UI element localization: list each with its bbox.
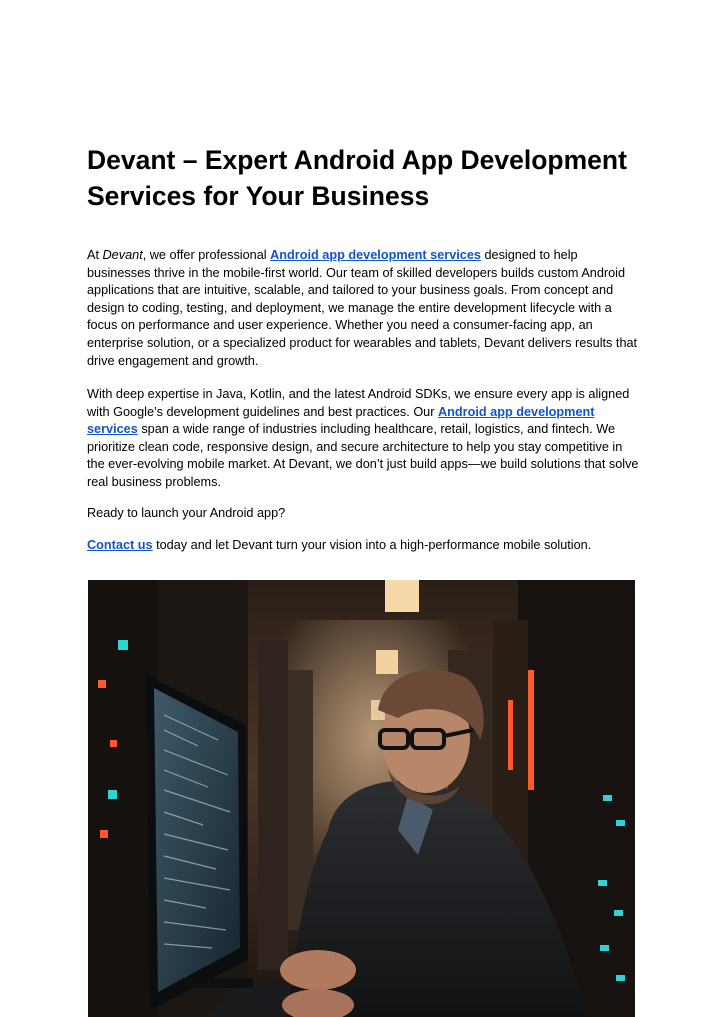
intro-text-after-link: designed to help businesses thrive in the mobile-first world. Our team of skilled developers builds custom Android applications that are intuitive, scalable, and tailored to your business goals. From concept and design to coding, testing, and deployment, we manage the entire development lifecycle with a focus on performance and user experience. Whether you need a consumer-facing app, an enterprise solution, or a specialized product for wearables and tablets, Devant delivers results that drive engagement and growth. xyxy=(87,248,638,368)
android-services-link[interactable]: Android app development services xyxy=(270,248,481,262)
intro-text-before-link: , we offer professional xyxy=(142,248,271,262)
android-services-link-2[interactable]: Android app development services xyxy=(87,404,595,437)
intro-lead: At xyxy=(87,248,103,262)
brand-name: Devant xyxy=(102,248,143,262)
expertise-text-before-link: With deep expertise in Java, Kotlin, and the latest Android SDKs, we ensure every app is aligned with Google’s development guidelines and best practices. Our xyxy=(87,387,630,419)
expertise-paragraph xyxy=(87,386,642,492)
cta-paragraph xyxy=(87,537,642,555)
page-title: Devant – Expert Android App Development Services for Your Business xyxy=(87,145,627,211)
cta-text: today and let Devant turn your vision into a high-performance mobile solution. xyxy=(152,538,592,552)
cta-question: Ready to launch your Android app? xyxy=(87,506,286,520)
developer-photo-illustration xyxy=(88,580,635,1017)
expertise-text-after-link: span a wide range of industries including healthcare, retail, logistics, and fintech. We prioritize clean code, responsive design, and secure architecture to help you stay competitive in the ever-evolving mobile market. At Devant, we don’t just build apps—we build solutions that solve real business problems. xyxy=(87,422,639,489)
contact-us-link[interactable]: Contact us xyxy=(87,538,153,552)
developer-photo xyxy=(88,580,635,1017)
intro-paragraph xyxy=(87,247,642,370)
